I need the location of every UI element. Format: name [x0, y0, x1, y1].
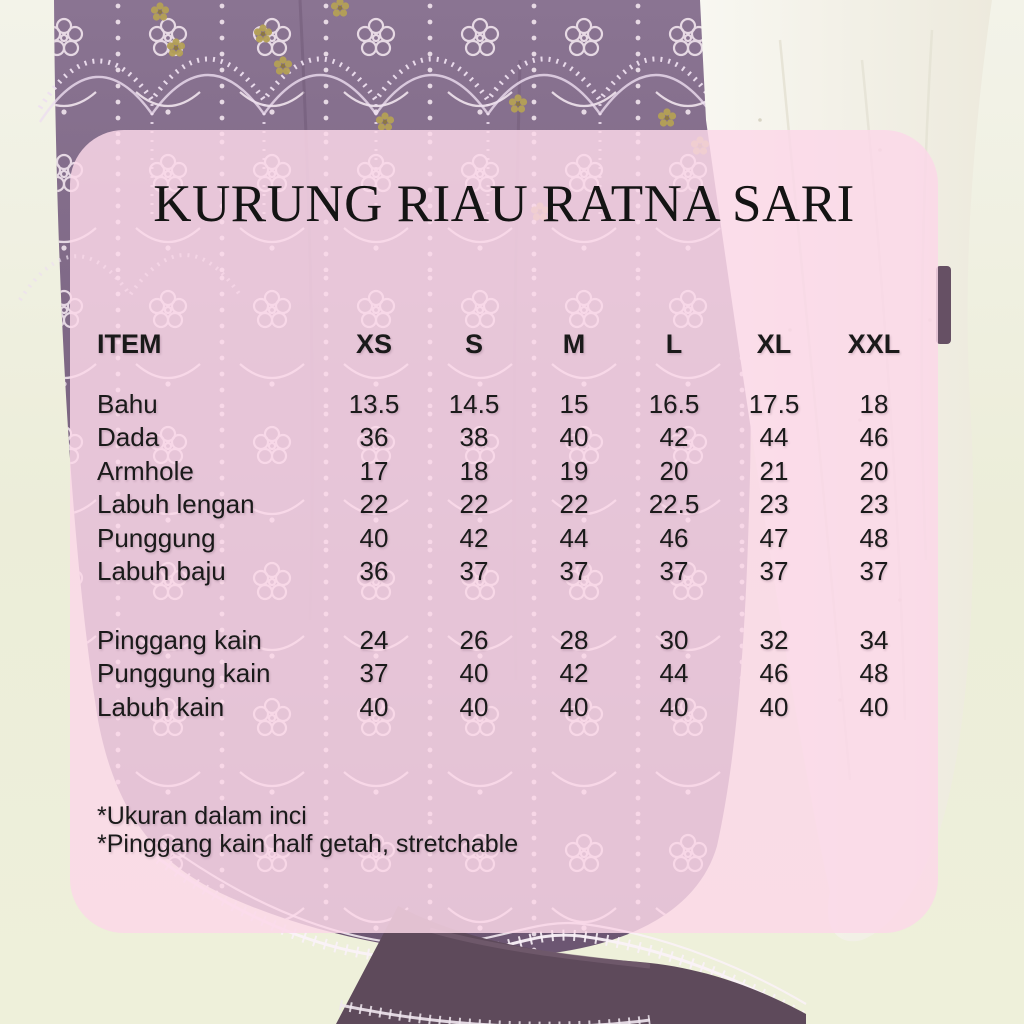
table-row-punggung-kain — [97, 657, 927, 691]
row-value: 21 — [759, 455, 789, 486]
row-value: 42 — [659, 422, 689, 453]
row-value: 30 — [659, 624, 689, 655]
table-row-labuh-lengan — [97, 488, 927, 522]
table-row-dada — [97, 421, 927, 455]
row-value: 42 — [559, 658, 589, 689]
row-label: Armhole — [97, 455, 194, 486]
row-value: 28 — [559, 624, 589, 655]
table-row-punggung — [97, 522, 927, 556]
size-chart-card — [70, 130, 938, 933]
row-value: 48 — [859, 658, 889, 689]
col-header-m: M — [562, 329, 586, 360]
row-value: 40 — [659, 691, 689, 722]
footnote-units: *Ukuran dalam inci — [97, 802, 307, 830]
row-value: 37 — [659, 556, 689, 587]
col-header-s: S — [464, 329, 483, 360]
row-label: Dada — [97, 422, 160, 453]
row-value: 42 — [459, 522, 489, 553]
row-value: 37 — [359, 658, 389, 689]
row-value: 40 — [759, 691, 789, 722]
row-value: 22.5 — [648, 489, 700, 520]
size-chart-table — [97, 328, 927, 724]
sleeve-peek — [936, 266, 951, 344]
row-value: 40 — [459, 691, 489, 722]
row-value: 36 — [359, 556, 389, 587]
col-header-item: ITEM — [97, 329, 162, 360]
row-value: 20 — [859, 455, 889, 486]
row-value: 44 — [759, 422, 789, 453]
row-value: 40 — [559, 691, 589, 722]
row-value: 48 — [859, 522, 889, 553]
row-label: Pinggang kain — [97, 624, 262, 655]
row-value: 15 — [559, 388, 589, 419]
row-label: Punggung kain — [97, 658, 271, 689]
row-value: 40 — [359, 522, 389, 553]
footnote-waist: *Pinggang kain half getah, stretchable — [97, 830, 519, 858]
row-label: Punggung — [97, 522, 216, 553]
row-label: Bahu — [97, 388, 158, 419]
col-header-xs: XS — [355, 329, 393, 360]
row-value: 20 — [659, 455, 689, 486]
table-row-labuh-kain — [97, 691, 927, 725]
table-row-armhole — [97, 455, 927, 489]
row-value: 40 — [359, 691, 389, 722]
row-value: 44 — [559, 522, 589, 553]
row-value: 46 — [759, 658, 789, 689]
col-header-xxl: XXL — [847, 329, 901, 360]
row-value: 26 — [459, 624, 489, 655]
row-value: 18 — [859, 388, 889, 419]
row-value: 47 — [759, 522, 789, 553]
row-value: 38 — [459, 422, 489, 453]
row-value: 32 — [759, 624, 789, 655]
row-value: 23 — [759, 489, 789, 520]
row-value: 34 — [859, 624, 889, 655]
col-header-xl: XL — [756, 329, 792, 360]
row-value: 46 — [859, 422, 889, 453]
row-value: 36 — [359, 422, 389, 453]
row-value: 22 — [559, 489, 589, 520]
row-value: 17 — [359, 455, 389, 486]
table-row-pinggang-kain — [97, 624, 927, 658]
row-value: 17.5 — [748, 388, 800, 419]
row-label: Labuh kain — [97, 691, 225, 722]
row-value: 18 — [459, 455, 489, 486]
row-value: 37 — [759, 556, 789, 587]
row-value: 40 — [859, 691, 889, 722]
row-value: 23 — [859, 489, 889, 520]
row-value: 40 — [559, 422, 589, 453]
row-value: 24 — [359, 624, 389, 655]
row-value: 44 — [659, 658, 689, 689]
row-value: 22 — [359, 489, 389, 520]
row-value: 37 — [559, 556, 589, 587]
footnotes — [97, 802, 518, 858]
row-value: 46 — [659, 522, 689, 553]
row-value: 37 — [459, 556, 489, 587]
product-title: KURUNG RIAU RATNA SARI — [153, 175, 855, 233]
row-label: Labuh baju — [97, 556, 226, 587]
table-row-labuh-baju — [97, 555, 927, 589]
row-value: 37 — [859, 556, 889, 587]
col-header-l: L — [665, 329, 683, 360]
table-header-row — [97, 328, 927, 362]
row-value: 40 — [459, 658, 489, 689]
row-value: 22 — [459, 489, 489, 520]
row-value: 14.5 — [448, 388, 500, 419]
row-value: 19 — [559, 455, 589, 486]
row-value: 16.5 — [648, 388, 700, 419]
row-label: Labuh lengan — [97, 489, 255, 520]
table-row-bahu — [97, 388, 927, 422]
row-value: 13.5 — [348, 388, 400, 419]
